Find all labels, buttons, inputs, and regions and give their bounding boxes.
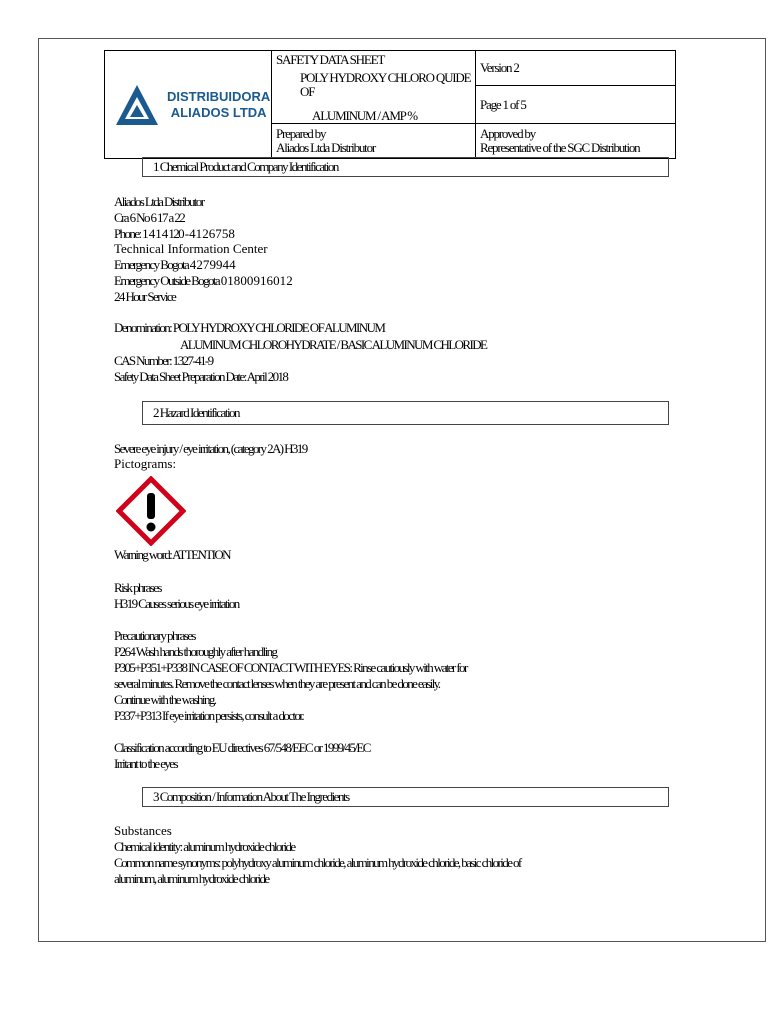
s1-line-8: ALUMINUM CHLOROHYDRATE / BASIC ALUMINUM CHLORIDE bbox=[180, 337, 487, 352]
logo-cell bbox=[105, 51, 272, 159]
product-line1: POLY HYDROXY CHLORO QUIDE OF bbox=[300, 70, 471, 99]
s2-p337: P337+P313 If eye irritation persists, consult a doctor. bbox=[114, 708, 304, 723]
s2-risk-phrase: H319 Causes serious eye irritation bbox=[114, 596, 239, 611]
doc-title-cell bbox=[272, 51, 476, 124]
s1-line-7: Denomination: POLY HYDROXY CHLORIDE OF ALUMINUM bbox=[114, 320, 385, 335]
s2-p264: P264 Wash hands thoroughly after handling bbox=[114, 644, 277, 659]
s3-substances-label: Substances bbox=[114, 823, 172, 838]
s3-chem-name: Chemical identity: aluminum hydroxide chloride bbox=[114, 839, 295, 854]
company-logo-text: DISTRIBUIDORA ALIADOS LTDA bbox=[167, 88, 271, 120]
s2-pictograms-label: Pictograms: bbox=[114, 456, 177, 471]
s1-line-4: Emergency Bogota 4 2 7 9 9 4 4 bbox=[114, 257, 235, 272]
s1-line-9: CAS Number: 1327-41-9 bbox=[114, 353, 213, 368]
s1-line-6: 24 Hour Service bbox=[114, 289, 176, 304]
s1-line-1: Cra 6 No 6 17 a 22 bbox=[114, 210, 185, 225]
version-cell: Version 2 bbox=[476, 51, 676, 86]
section2-title: 2 Hazard Identification bbox=[142, 401, 669, 425]
s2-p305b: several minutes. Remove the contact lenses when they are present and can be done easily. bbox=[114, 676, 440, 691]
company-logo-icon bbox=[115, 83, 159, 127]
s2-precaution-label: Precautionary phrases bbox=[114, 628, 195, 643]
approved-cell bbox=[476, 124, 676, 159]
s2-eu-line1: Classification according to EU directives 67/548/EEC or 1999/45/EC bbox=[114, 740, 370, 755]
s3-common-name2: aluminum, aluminum hydroxide chloride bbox=[114, 871, 269, 886]
s2-p305: P305+P351+P338 IN CASE OF CONTACT WITH EYES: Rinse cautiously with water for bbox=[114, 660, 467, 675]
s1-line-2: Phone: 1 4 1 4 120 - 4 1 2 6 7 5 8 bbox=[114, 226, 234, 241]
s1-line-5: Emergency Outside Bogota 0 1 8 0 0 9 1 6 0 1 2 bbox=[114, 273, 292, 288]
s2-warning-word: Warning word: ATTENTION bbox=[114, 547, 230, 562]
approved-value: Representative of the SGC Distribution bbox=[480, 140, 640, 155]
s2-p305c: Continue with the washing. bbox=[114, 692, 216, 707]
s2-risk-label: Risk phrases bbox=[114, 580, 161, 595]
s3-common-name: Common name synonyms: polyhydroxy aluminum chloride, aluminum hydroxide chloride, basic chloride of bbox=[114, 855, 521, 870]
section1-title: 1 Chemical Product and Company Identification bbox=[142, 157, 669, 177]
s2-eu-line2: Irritant to the eyes bbox=[114, 756, 177, 771]
prepared-label: Prepared by bbox=[276, 126, 326, 141]
s1-line-0: Aliados Ltda Distributor bbox=[114, 194, 204, 209]
page-cell: Page 1 of 5 bbox=[476, 86, 676, 124]
doc-type: SAFETY DATA SHEET bbox=[276, 52, 385, 67]
prepared-value: Aliados Ltda Distributor bbox=[276, 140, 376, 155]
prepared-cell bbox=[272, 124, 476, 159]
approved-label: Approved by bbox=[480, 126, 536, 141]
s1-line-10: Safety Data Sheet Preparation Date: April 2018 bbox=[114, 369, 288, 384]
s1-line-3: Technical Information Center bbox=[114, 241, 268, 256]
exclamation-hazard-icon bbox=[116, 476, 186, 546]
product-line2: ALUMINUM / AMP % bbox=[312, 108, 417, 123]
header-table bbox=[104, 50, 676, 159]
section3-title: 3 Composition / Information About The Ingredients bbox=[142, 787, 669, 807]
s2-classification: Severe eye injury / eye irritation, (category 2A) H319 bbox=[114, 441, 307, 456]
